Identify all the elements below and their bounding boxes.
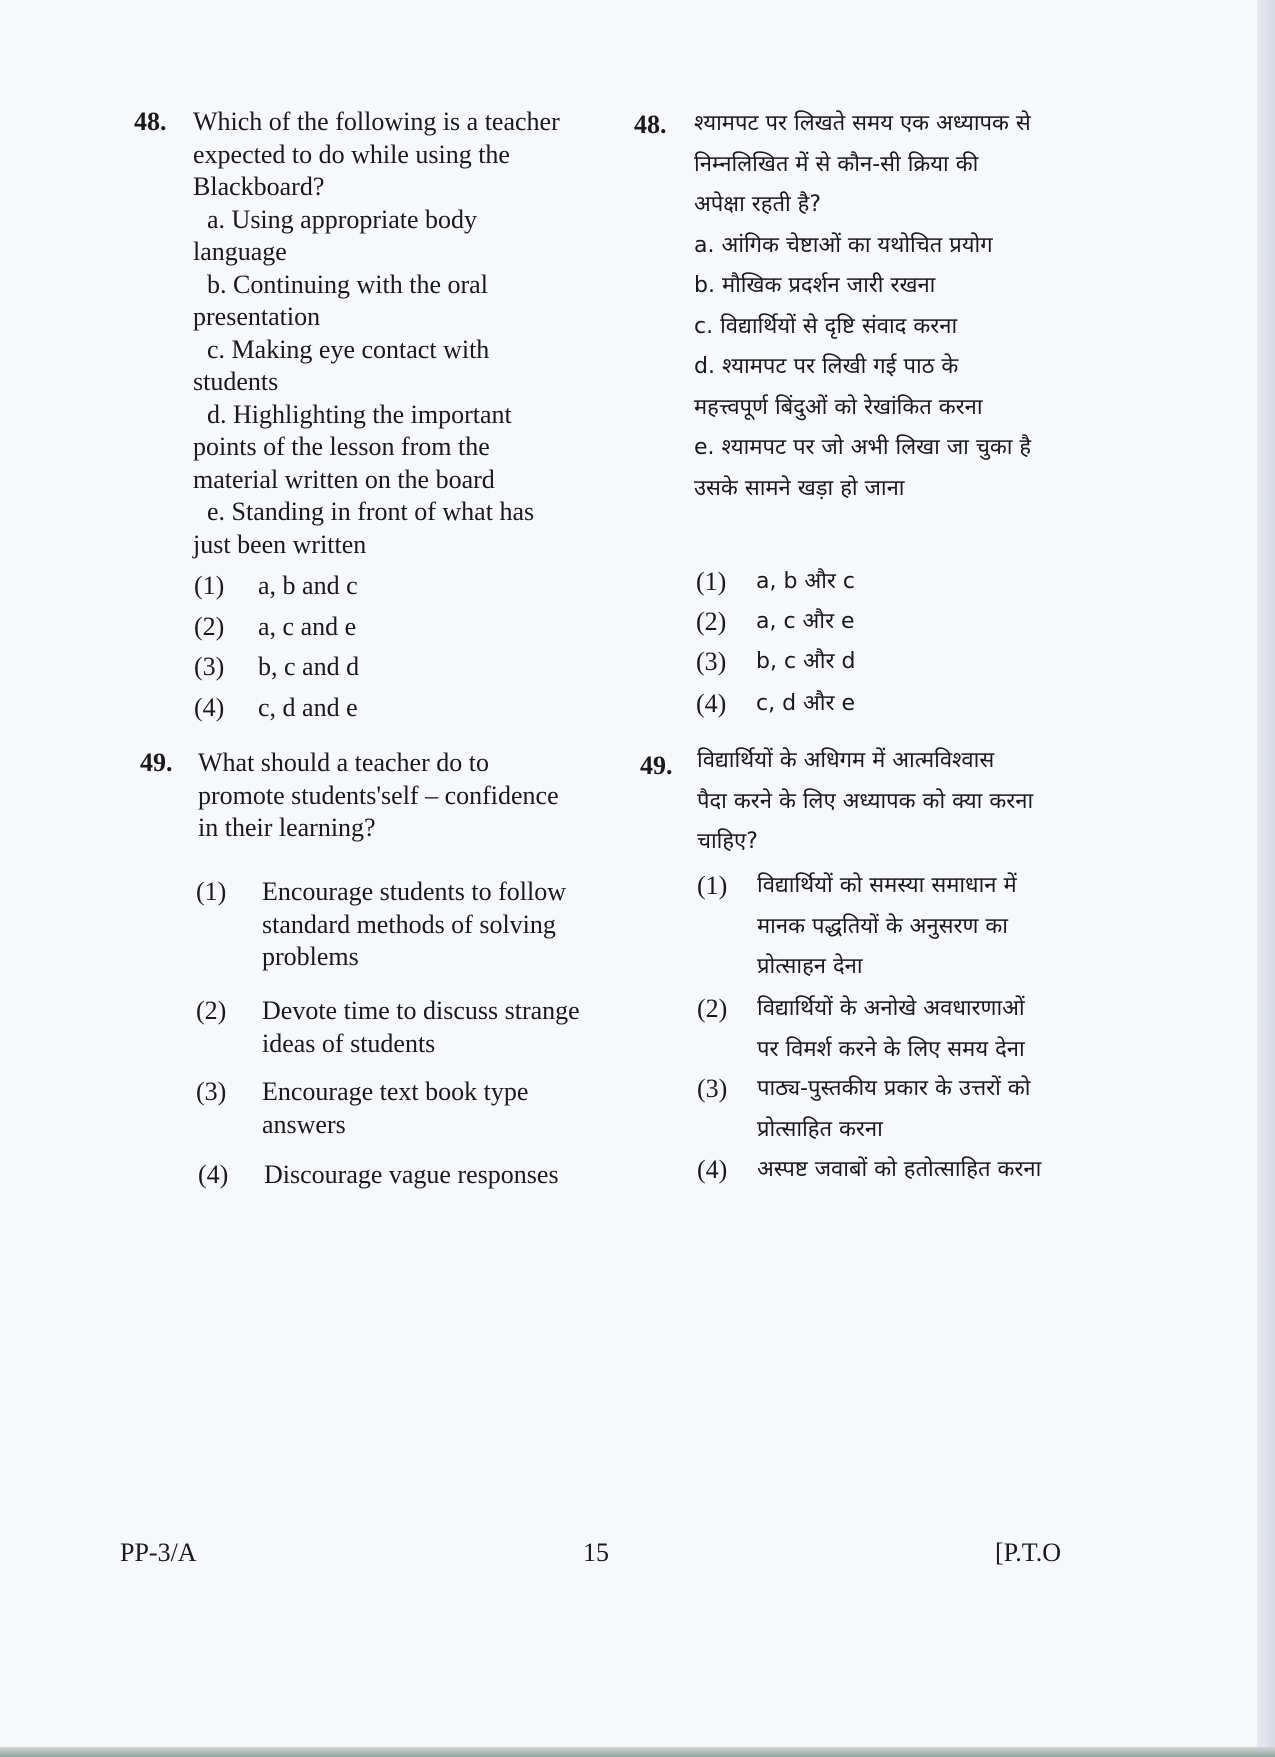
q49-hi-stem-line: पैदा करने के लिए अध्यापक को क्या करना	[697, 788, 1034, 814]
q48-hi-statement-a: a. आंगिक चेष्टाओं का यथोचित प्रयोग	[694, 232, 993, 258]
q49-option-2-en: (2) Devote time to discuss strange ideas of students	[196, 996, 580, 1058]
q49-option-4-en: (4) Discourage vague responses	[198, 1160, 559, 1189]
q48-stem-line: Which of the following is a teacher	[193, 107, 560, 136]
q49-stem-line: What should a teacher do to	[198, 748, 489, 777]
q48-hi-line: उसके सामने खड़ा हो जाना	[694, 475, 905, 501]
q48-hi-statement-b: b. मौखिक प्रदर्शन जारी रखना	[694, 273, 936, 298]
q48-stem-line: expected to do while using the	[193, 139, 510, 169]
q48-hi-statement-e: e. श्यामपट पर जो अभी लिखा जा चुका है	[694, 435, 1032, 460]
q48-hi-line: श्यामपट पर लिखते समय एक अध्यापक से	[694, 111, 1031, 136]
q48-option-4-hi: (4) c, d और e	[696, 689, 856, 718]
q48-statement-d: d. Highlighting the important points of the lesson from the material written on the board	[193, 399, 512, 494]
q48-option-2-en: (2) a, c and e	[194, 612, 357, 641]
q49-hi-stem-line: चाहिए?	[697, 829, 758, 854]
q49-option-1-hi: (1) विद्यार्थियों को समस्या समाधान में मानक पद्धतियों के अनुसरण का प्रोत्साहन देना	[697, 871, 1017, 979]
page-edge-shadow	[1257, 0, 1275, 1757]
q48-hi-line: निम्नलिखित में से कौन-सी क्रिया की	[694, 151, 979, 177]
q48-hi-statement-c: c. विद्यार्थियों से दृष्टि संवाद करना	[694, 313, 958, 339]
q49-number-hi: 49.	[640, 751, 673, 780]
q49-option-4-hi: (4) अस्पष्ट जवाबों को हतोत्साहित करना	[697, 1155, 1042, 1184]
footer-exam-code: PP-3/A	[120, 1538, 197, 1567]
q48-hi-line: महत्त्वपूर्ण बिंदुओं को रेखांकित करना	[694, 394, 983, 420]
q48-statement-a: a. Using appropriate body language	[193, 204, 478, 266]
q48-number-hi: 48.	[634, 110, 667, 139]
q49-option-3-hi: (3) पाठ्य-पुस्तकीय प्रकार के उत्तरों को प्रोत्साहित करना	[697, 1074, 1031, 1142]
q48-option-4-en: (4) c, d and e	[194, 693, 358, 722]
q49-stem-line: in their learning?	[198, 813, 376, 842]
q48-statement-e: e. Standing in front of what has just been written	[193, 497, 535, 559]
scan-bottom-edge	[0, 1747, 1275, 1757]
q48-stem-hi	[694, 104, 1164, 509]
q48-statement-c: c. Making eye contact with students	[193, 334, 490, 396]
q49-stem-line: promote students'self – confidence	[198, 780, 559, 810]
q48-number-en: 48.	[134, 107, 167, 136]
q48-hi-statement-d: d. श्यामपट पर लिखी गई पाठ के	[694, 354, 959, 379]
footer-pto: [P.T.O	[995, 1538, 1061, 1567]
q49-option-1-en: (1) Encourage students to follow standard methods of solving problems	[196, 877, 566, 971]
q49-number-en: 49.	[140, 748, 173, 777]
q48-statement-b: b. Continuing with the oral presentation	[193, 269, 488, 331]
q48-option-3-en: (3) b, c and d	[194, 652, 360, 681]
q48-hi-line: अपेक्षा रहती है?	[694, 192, 822, 217]
q49-option-2-hi: (2) विद्यार्थियों के अनोखे अवधारणाओं पर विमर्श करने के लिए समय देना	[697, 994, 1025, 1062]
q48-option-1-hi: (1) a, b और c	[696, 567, 856, 596]
q48-option-3-hi: (3) b, c और d	[696, 647, 856, 676]
q48-option-2-hi: (2) a, c और e	[696, 607, 855, 636]
q48-option-1-en: (1) a, b and c	[194, 571, 358, 600]
q49-stem-hi	[697, 741, 1167, 863]
q49-stem-en	[198, 747, 618, 845]
q49-hi-stem-line: विद्यार्थियों के अधिगम में आत्मविश्वास	[697, 748, 995, 773]
q49-option-3-en: (3) Encourage text book type answers	[196, 1077, 529, 1139]
q48-stem-en	[193, 106, 603, 561]
footer-page-number: 15	[583, 1538, 609, 1567]
q48-stem-line: Blackboard?	[193, 172, 325, 201]
